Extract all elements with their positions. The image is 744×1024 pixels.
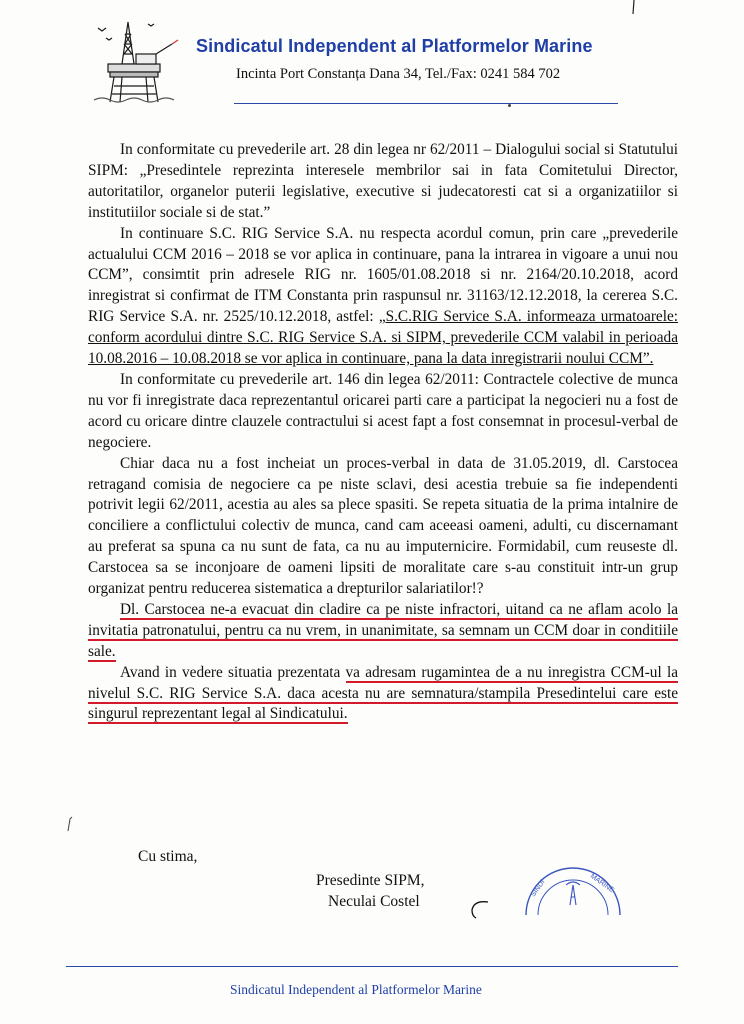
paragraph-text: In conformitate cu prevederile art. 146 din legea 62/2011: Contractele colective de munca nu vor fi inregistrate daca reprezentantul oricarei parti care a participat la negocieri nu a fost de acord cu oricare dintre clauzele contractului si acest fapt a fost consemnat in procesul-verbal de negociere. [88,370,678,451]
pen-mark-icon [66,815,74,833]
paragraph [88,663,678,726]
organization-title: Sindicatul Independent al Platformelor Marine [196,36,593,56]
paragraph [88,370,678,454]
footer-divider [66,966,678,967]
oil-platform-logo-icon [88,14,188,106]
paragraph [88,224,678,370]
letter-body [88,140,678,725]
svg-text:MARINE: MARINE [588,872,616,895]
scan-speck [508,104,511,107]
pen-mark-icon [630,0,638,14]
organization-address: Incinta Port Constanța Dana 34, Tel./Fax: 0241 584 702 [236,66,561,82]
paragraph [88,454,678,600]
header-divider [234,103,618,104]
signatory-name: Neculai Costel [328,893,420,910]
paragraph-text: Chiar daca nu a fost incheiat un proces-verbal in data de 31.05.2019, dl. Carstocea retragand comisia de negociere ca pe niste sclavi, desi acestia trebuie sa fie independenti potrivit legii 62/2011, acestia au ales sa plece spasiti. Se repeta situatia de la prima intalnire de conciliere a conflictului colectiv de munca, cand cam aceeasi oameni, adulti, cu discernamant au preferat sa spuna ca nu sunt de fata, ca nu au imputernicire. Formidabil, cum reuseste dl. Carstocea sa se inconjoare de oameni lipsiti de moralitate care s-au constituit intr-un grup organizat pentru reducerea sistematica a drepturilor salariatilor!? [88,454,678,598]
paragraph-text: In continuare S.C. RIG Service S.A. nu respecta acordul comun, prin care „prevederile actualului CCM 2016 – 2018 se vor aplica in continuare, pana la intrarea in vigoare a unui nou CCM”, consimtit prin adresele RIG nr. 1605/01.08.2018 si nr. 2164/20.10.2018, acord inregistrat si confirmat de ITM Constanta prin raspunsul nr. 31163/12.12.2018, la cererea S.C. RIG Service S.A. nr. 2525/10.12.2018, astfel: [88,224,678,326]
svg-text:SINDI: SINDI [529,878,547,899]
paragraph-text: Avand in vedere situatia prezentata [120,663,346,681]
closing-salutation: Cu stima, [138,848,198,865]
underlined-quote: „S.C.RIG Service S.A. informeaza urmatoarele: conform acordului dintre S.C. RIG Service S.A. si SIPM, prevederile CCM valabil in perioada 10.08.2016 – 10.08.2018 se vor aplica in continuare, pana la data inregistrarii noului CCM”. [88,308,678,368]
red-underlined-request: va adresam rugamintea de a nu inregistra CCM-ul la nivelul S.C. RIG Service S.A. daca acesta nu are semnatura/stampila Presedintelui care este singurul reprezentant legal al Sindicatului. [88,663,678,723]
signature-icon [466,898,496,920]
red-underlined-text: Dl. Carstocea ne-a evacuat din cladire ca pe niste infractori, uitand ca ne aflam acolo la invitatia patronatului, pentru ca nu vrem, in unanimitate, sa semnam un CCM doar in conditiile sale. [88,600,678,660]
union-stamp-icon [520,855,626,915]
paragraph [88,600,678,663]
paragraph [88,140,678,224]
footer-organization: Sindicatul Independent al Platformelor Marine [230,982,482,997]
signatory-title: Presedinte SIPM, [316,872,425,889]
paragraph-text: In conformitate cu prevederile art. 28 din legea nr 62/2011 – Dialogului social si Statutului SIPM: „Presedintele reprezinta interesele membrilor sai in fata Comitetului Director, autoritatilor, organelor puterii legislative, executive si judecatoresti cat si a organizatiilor si institutiilor sociale si de stat.” [88,141,678,221]
